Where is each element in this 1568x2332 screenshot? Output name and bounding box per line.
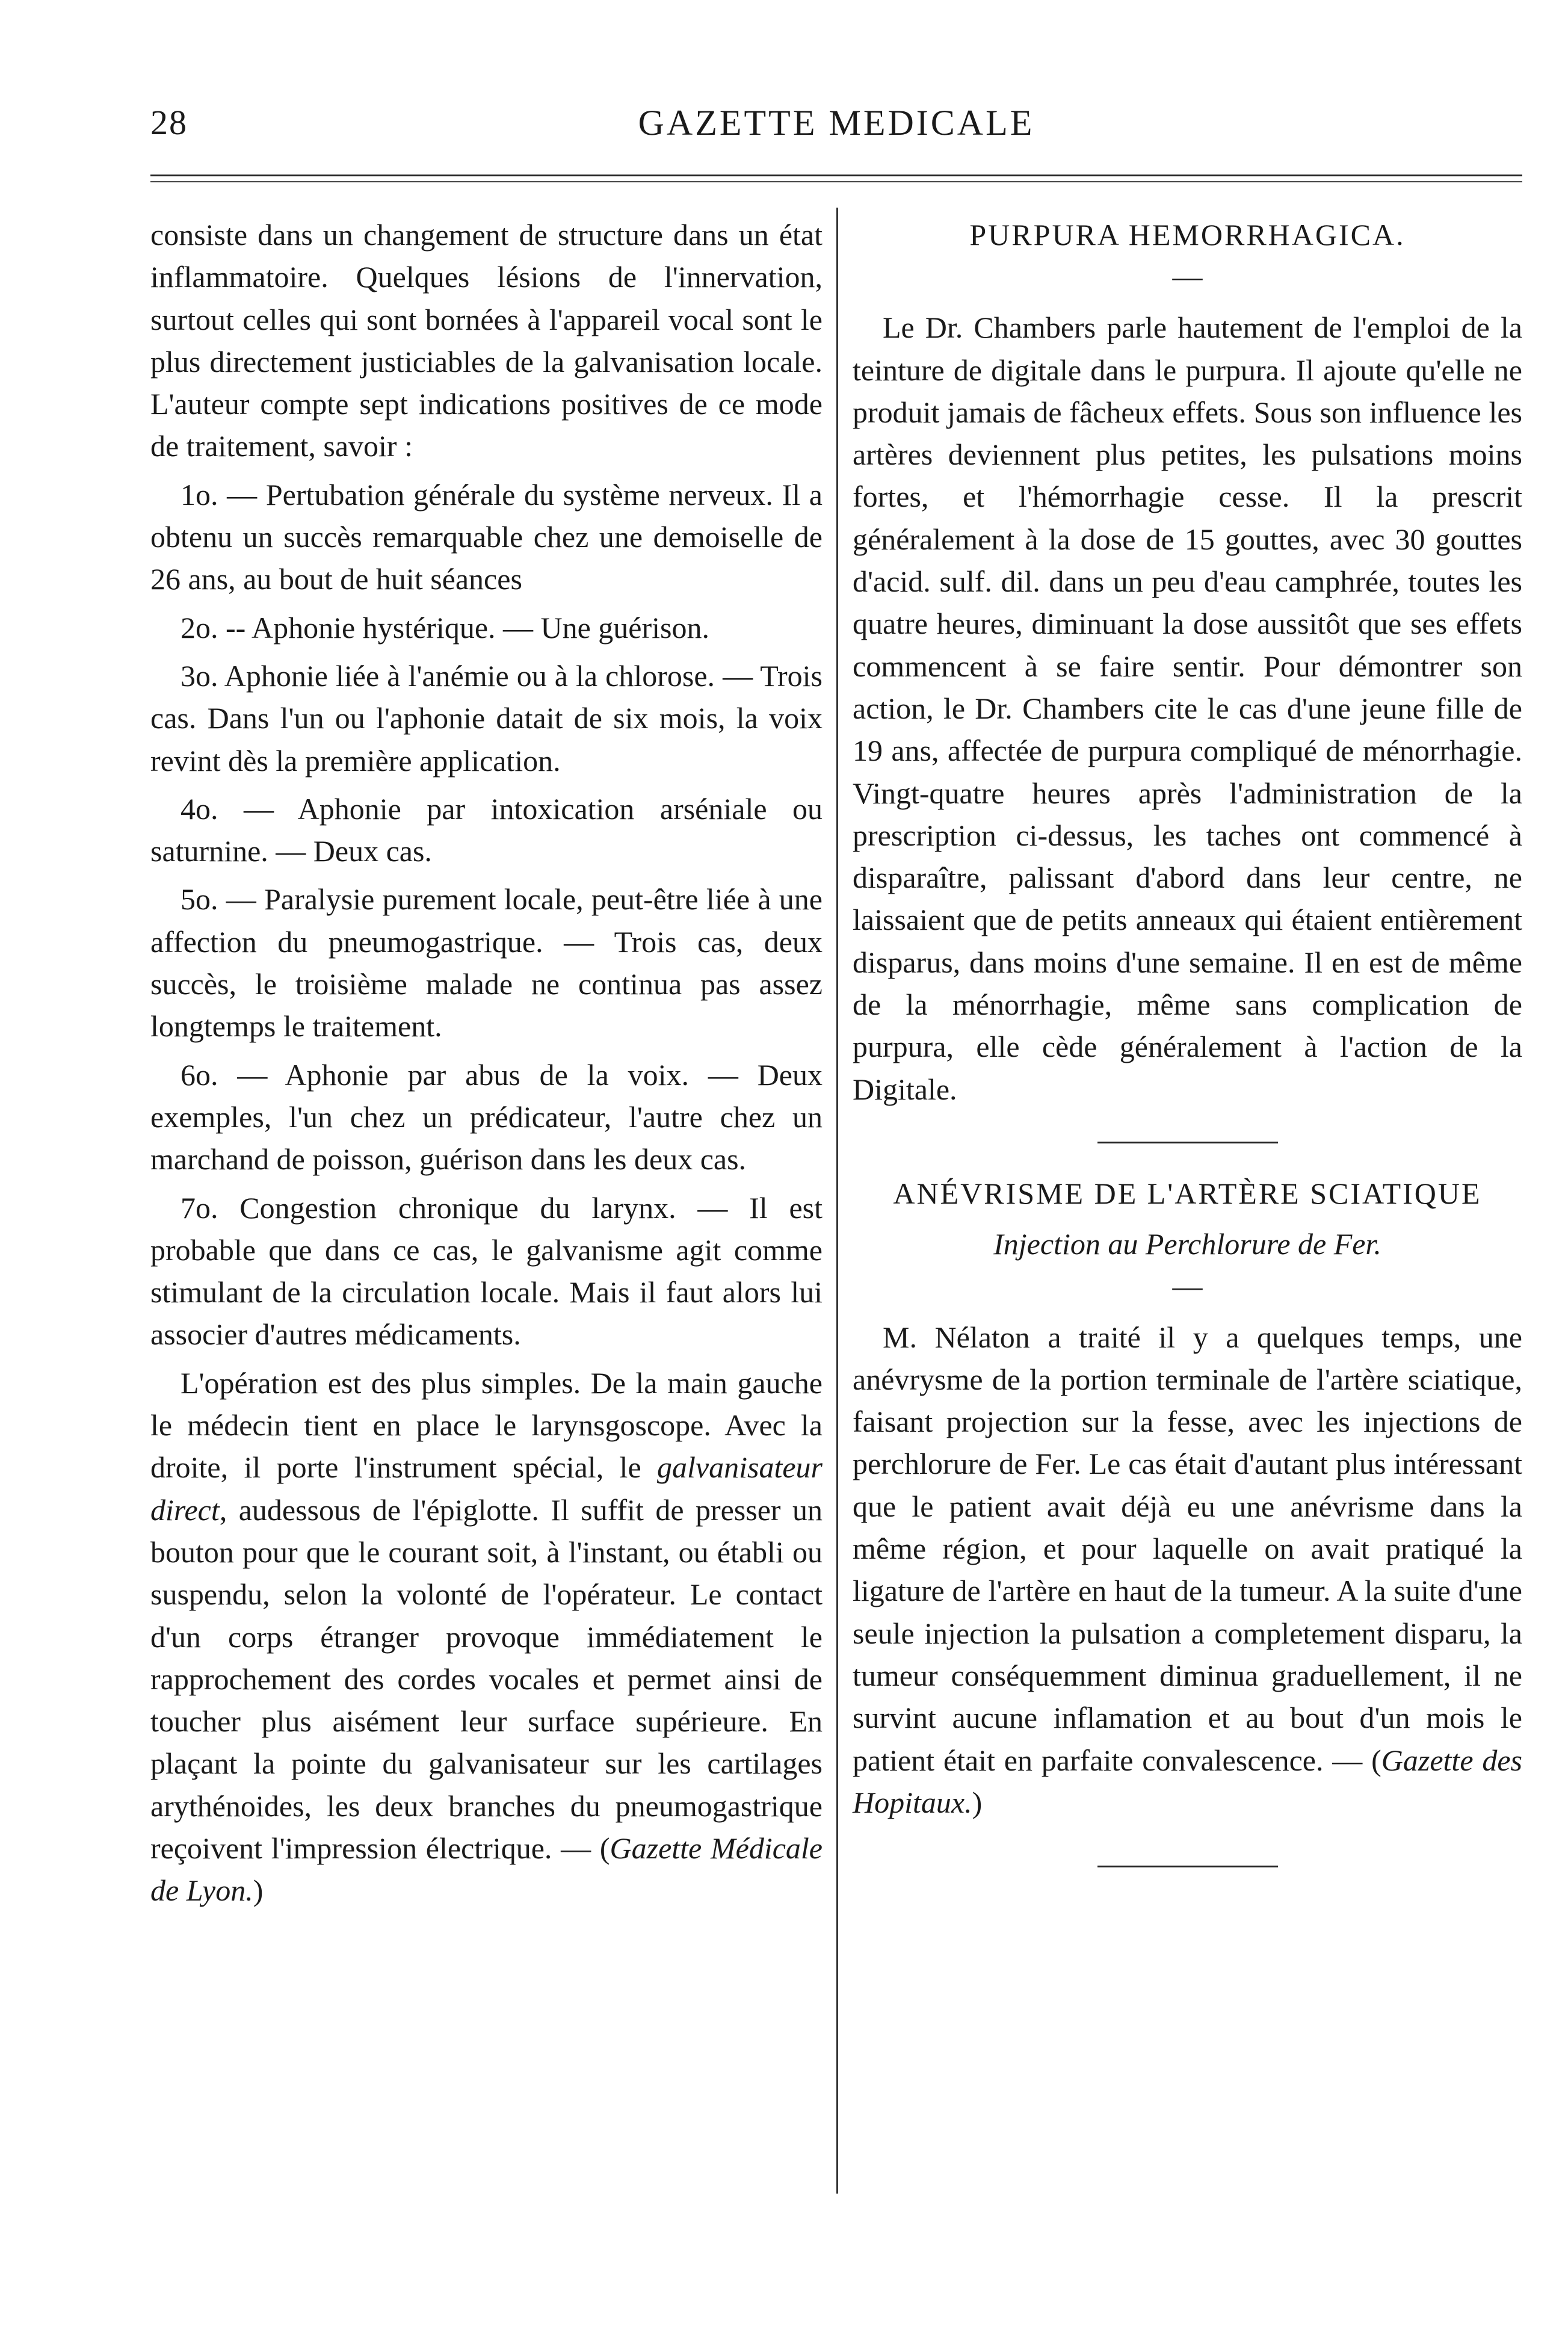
heading-dash: — xyxy=(1172,1269,1203,1303)
indication-5: 5o. — Paralysie purement locale, peut-être liée à une affection du pneumogastrique. — Trois cas, deux succès, le troisième malade ne continua pas assez longtemps le traitement. xyxy=(150,882,823,1044)
article-body-text: M. Nélaton a traité il y a quelques temps, une anévrysme de la portion terminale de l'artère sciatique, faisant projection sur la fesse, avec les injections de perchlorure de Fer. Le cas était d'autant plus intéressant que le patient avait déjà eu une anévrisme dans la même région, et pour laquelle on avait pratiqué la ligature de l'artère en haut de la tumeur. A la suite d'une seule injection la pulsation a completement disparu, la tumeur conséquemment diminua graduellement, il ne survint aucune inflamation et au bout d'un mois le patient était en parfaite convalescence. — ( xyxy=(853,1320,1522,1777)
article-heading: ANÉVRISME DE L'ARTÈRE SCIATIQUE xyxy=(893,1176,1482,1210)
header-rule xyxy=(150,175,1522,182)
operation-text-2: , audessous de l'épiglotte. Il suffit de presser un bouton pour que le courant soit, à l'instant, ou établi ou suspendu, selon la volonté de l'opérateur. Le contact d'un corps étranger provoque immédiatement le rapprochement des cordes vocales et permet ainsi de toucher plus aisément leur surface supérieure. En plaçant la pointe du galvanisateur sur les cartilages arythénoides, les deux branches du pneumogastrique reçoivent l'impression électrique. — ( xyxy=(150,1492,823,1865)
article-subheading: Injection au Perchlorure de Fer. xyxy=(993,1227,1381,1261)
article-anevrisme xyxy=(853,1172,1522,1823)
operation-text-1: L'opération est des plus simples. De la main gauche le médecin tient en place le larynsgoscope. Avec la droite, il porte l'instrument spécial, le xyxy=(150,1365,823,1485)
left-column xyxy=(150,214,823,1918)
page-number: 28 xyxy=(150,103,188,142)
section-rule xyxy=(1097,1142,1278,1143)
indication-1: 1o. — Pertubation générale du système nerveux. Il a obtenu un succès remarquable chez une demoiselle de 26 ans, au bout de huit séances xyxy=(150,477,823,596)
citation-close: ) xyxy=(972,1785,983,1819)
indication-6: 6o. — Aphonie par abus de la voix. — Deux exemples, l'un chez un prédicateur, l'autre chez un marchand de poisson, guérison dans les deux cas. xyxy=(150,1057,823,1177)
source-citation: Gazette des Hopitaux. xyxy=(853,1743,1522,1819)
running-title: GAZETTE MEDICALE xyxy=(638,103,1035,143)
indication-3: 3o. Aphonie liée à l'anémie ou à la chlorose. — Trois cas. Dans l'un ou l'aphonie datait de six mois, la voix revint dès la première application. xyxy=(150,658,823,778)
article-body: Le Dr. Chambers parle hautement de l'emploi de la teinture de digitale dans le purpura. Il ajoute qu'elle ne produit jamais de fâcheux effets. Sous son influence les artères deviennent plus petites, les pulsations moins fortes, et l'hémorrhagie cesse. Il la prescrit généralement à la dose de 15 gouttes, avec 30 gouttes d'acid. sulf. dil. dans un peu d'eau camphrée, toutes les quatre heures, diminuant la dose aussitôt que ses effets commencent à se faire sentir. Pour démontrer son action, le Dr. Chambers cite le cas d'une jeune fille de 19 ans, affectée de purpura compliqué de ménorrhagie. Vingt-quatre heures après l'administration de la prescription ci-dessus, les taches ont commencé à disparaître, palissant d'abord dans leur centre, ne laissaient que de petits anneaux qui étaient entièrement disparus, dans moins d'une semaine. Il en est de même de la ménorrhagie, même sans complication de purpura, elle cède généralement à l'action de la Digitale. xyxy=(853,311,1522,1106)
article-body xyxy=(853,1316,1522,1824)
indication-4: 4o. — Aphonie par intoxication arséniale ou saturnine. — Deux cas. xyxy=(150,791,823,868)
source-citation: Gazette Médicale de Lyon. xyxy=(150,1831,823,1908)
paragraph-continuation: consiste dans un changement de structure dans un état inflammatoire. Quelques lésions de l'innervation, surtout celles qui sont bornées à l'appareil vocal sont le plus directement justiciables de la galvanisation locale. L'auteur compte sept indications positives de ce mode de traitement, savoir : xyxy=(150,218,823,463)
indication-2: 2o. -- Aphonie hystérique. — Une guérison. xyxy=(181,610,710,645)
end-rule xyxy=(1097,1866,1278,1867)
indication-7: 7o. Congestion chronique du larynx. — Il est probable que dans ce cas, le galvanisme agit comme stimulant de la circulation locale. Mais il faut alors lui associer d'autres médicaments. xyxy=(150,1190,823,1352)
heading-dash: — xyxy=(1172,259,1203,294)
citation-close: ) xyxy=(253,1873,264,1908)
page-header xyxy=(150,102,1522,156)
operation-paragraph xyxy=(150,1362,823,1912)
right-column xyxy=(853,214,1522,1867)
column-divider xyxy=(836,208,838,2194)
instrument-name: galvanisateur direct xyxy=(150,1450,823,1527)
article-purpura xyxy=(853,214,1522,1110)
article-heading: PURPURA HEMORRHAGICA. xyxy=(969,218,1406,252)
